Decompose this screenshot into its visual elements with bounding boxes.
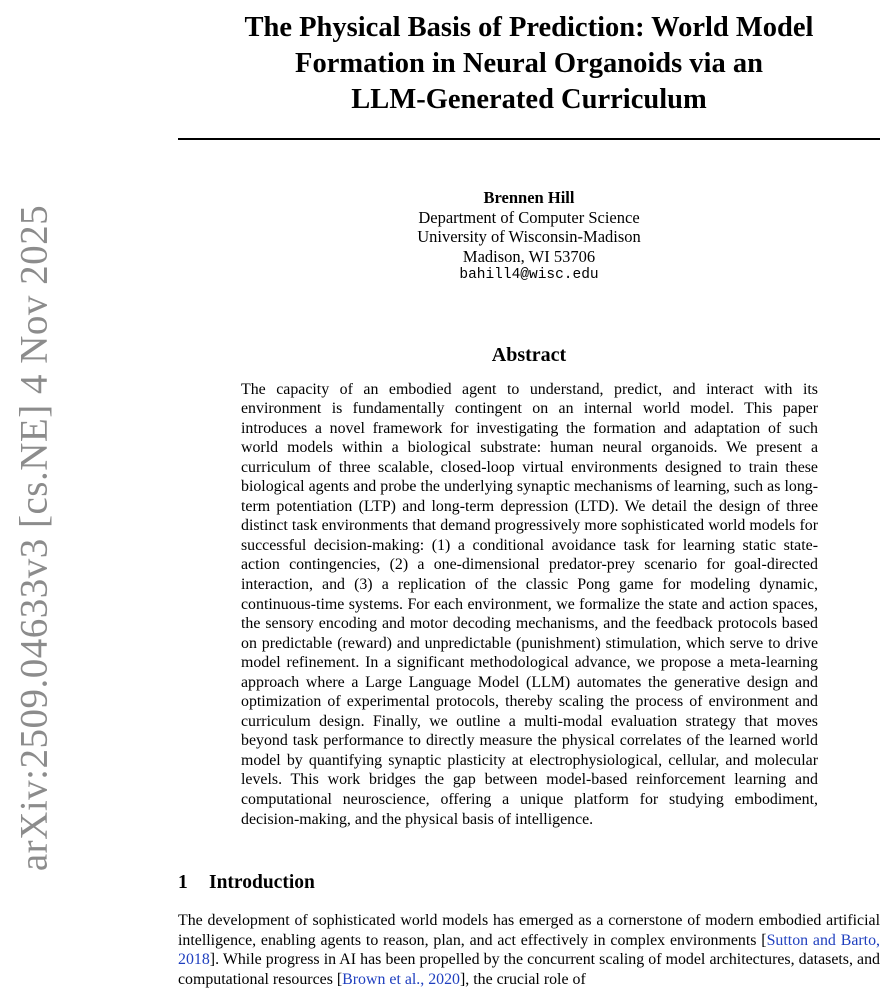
citation-link[interactable]: Sutton and Barto, 2018 bbox=[178, 931, 880, 969]
abstract-heading: Abstract bbox=[491, 343, 567, 366]
author-university: University of Wisconsin-Madison bbox=[417, 227, 641, 246]
intro-text: ]. While progress in AI has been propelled by the concurrent scaling of model architectures, datasets, and computational resources [ bbox=[178, 951, 880, 988]
arxiv-identifier: arXiv:2509.04633v3 [cs.NE] 4 Nov 2025 bbox=[12, 204, 56, 872]
section-title: Introduction bbox=[209, 872, 315, 894]
title-line: LLM-Generated Curriculum bbox=[351, 84, 707, 115]
title-line: Formation in Neural Organoids via an bbox=[295, 48, 763, 79]
title-rule bbox=[178, 138, 880, 140]
paper-page bbox=[178, 0, 880, 989]
title-line: The Physical Basis of Prediction: World Model bbox=[244, 12, 814, 43]
paper-title bbox=[178, 10, 880, 118]
author-location: Madison, WI 53706 bbox=[462, 246, 596, 266]
section-number: 1 bbox=[178, 872, 188, 894]
intro-text: ], the crucial role of bbox=[460, 970, 586, 988]
author-department: Department of Computer Science bbox=[418, 207, 640, 227]
section-heading-introduction bbox=[178, 871, 880, 895]
abstract-text: The capacity of an embodied agent to understand, predict, and interact with its environment is fundamentally contingent on an internal world model. This paper introduces a novel framework for investigating the formation and adaptation of such world models within a biological substrate: human neural organoids. We present a curriculum of three scalable, closed-loop virtual environments designed to train these biological agents and probe the underlying synaptic mechanisms of learning, such as long-term potentiation (LTP) and long-term depression (LTD). We detail the design of three distinct task environments that demand progressively more sophisticated world models for successful decision-making: (1) a conditional avoidance task for learning static state-action contingencies, (2) a one-dimensional predator-prey scenario for goal-directed interaction, and (3) a replication of the classic Pong game for modeling dynamic, continuous-time systems. For each environment, we formalize the state and action spaces, the sensory encoding and motor decoding mechanisms, and the feedback protocols based on predictable (reward) and unpredictable (punishment) stimulation, which serve to drive model refinement. In a significant methodological advance, we propose a meta-learning approach where a Large Language Model (LLM) automates the generative design and optimization of experimental protocols, thereby scaling the process of environment and curriculum design. Finally, we outline a multi-modal evaluation strategy that moves beyond task performance to directly measure the physical correlates of the learned world model by quantifying synaptic plasticity at electrophysiological, cellular, and molecular levels. This work bridges the gap between model-based reinforcement learning and computational neuroscience, offering a unique platform for studying embodiment, decision-making, and the physical basis of intelligence. bbox=[241, 380, 818, 828]
citation-link[interactable]: Brown et al., 2020 bbox=[342, 970, 460, 988]
arxiv-sidebar bbox=[0, 0, 80, 1000]
author-name: Brennen Hill bbox=[483, 188, 575, 207]
intro-text: The development of sophisticated world models has emerged as a cornerstone of modern embodied artificial intelligence, enabling agents to reason, plan, and act effectively in complex environments [ bbox=[178, 912, 880, 949]
author-email: bahill4@wisc.edu bbox=[459, 267, 599, 283]
introduction-paragraph bbox=[178, 911, 880, 989]
author-block bbox=[178, 188, 880, 286]
